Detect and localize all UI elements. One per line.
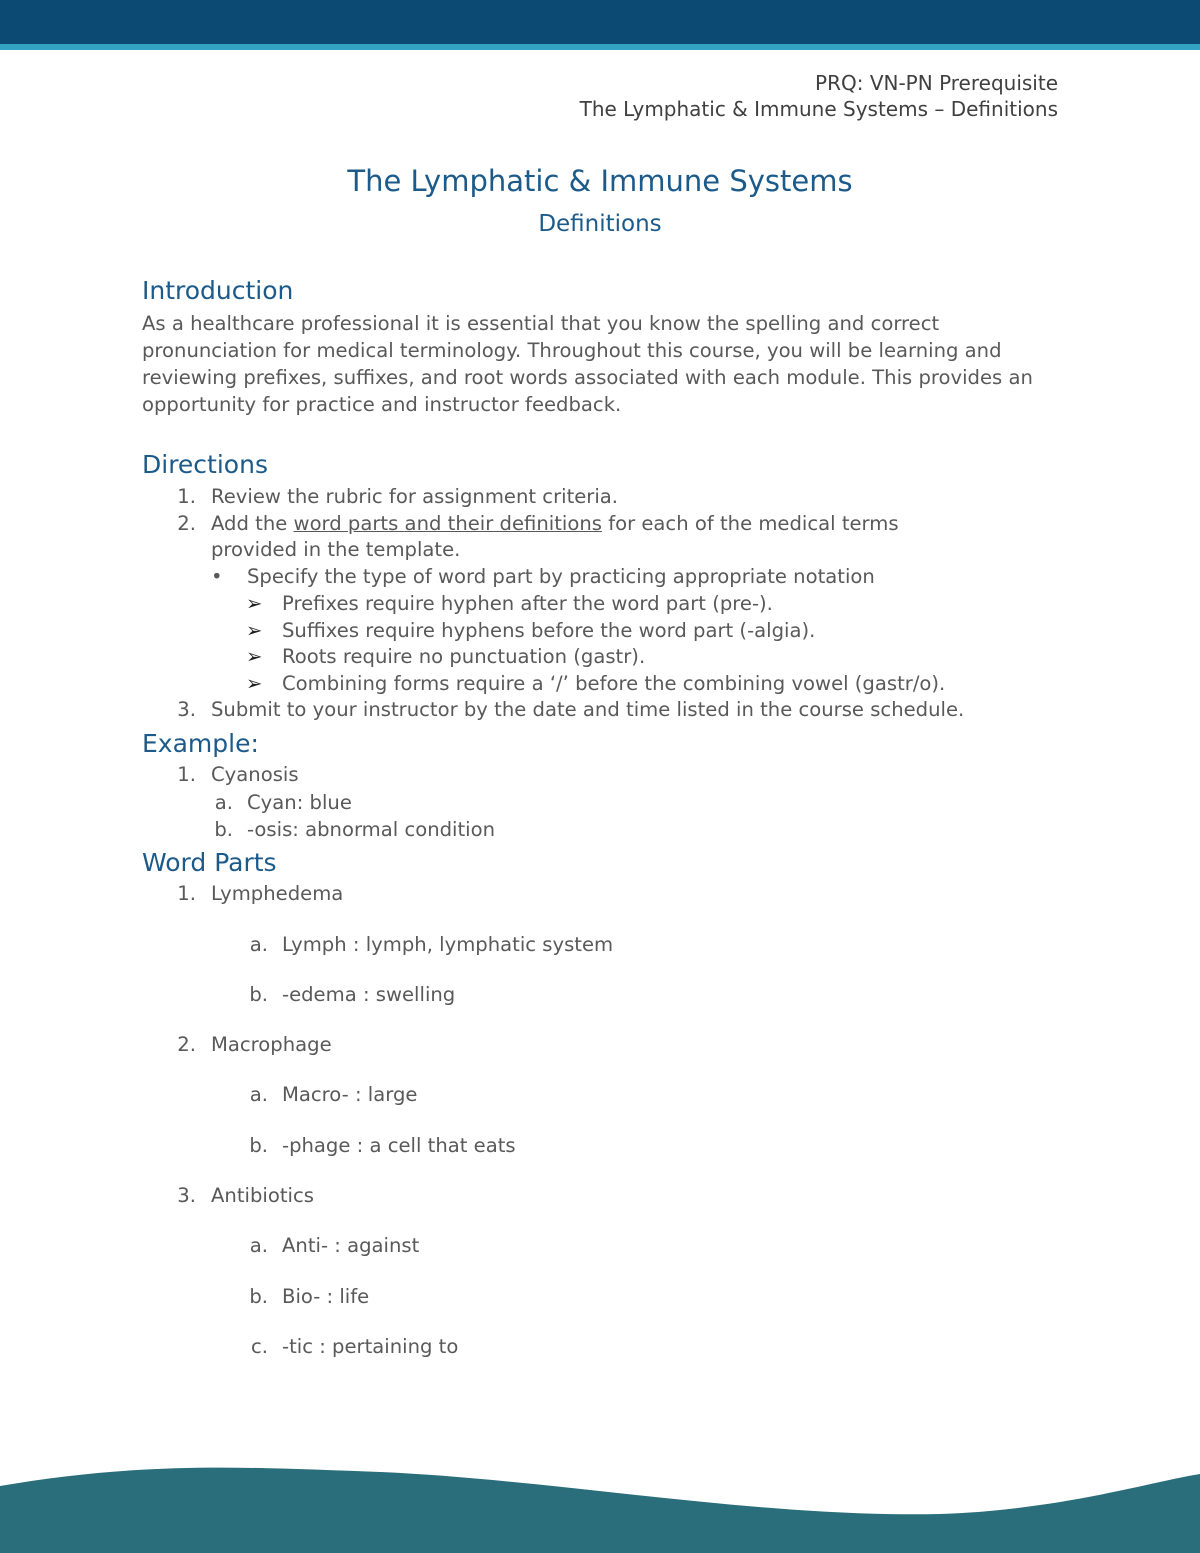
part-text: Lymph : lymph, lymphatic system [282,933,614,956]
part-text: Macro- : large [282,1083,418,1106]
arrow-bullet-icon: ➢ [246,619,263,642]
header-document: The Lymphatic & Immune Systems – Definitions [579,97,1058,121]
list-number: 1. [177,763,196,786]
list-letter: b. [249,1134,268,1157]
term-text: Antibiotics [211,1184,314,1207]
header-band [0,0,1200,44]
footer-wave [0,1440,1200,1553]
example-heading: Example: [142,729,259,758]
list-number: 2. [177,512,196,535]
term-text: Cyanosis [211,763,299,786]
arrow-bullet-icon: ➢ [246,672,263,695]
list-letter: a. [249,1234,268,1257]
part-text: Cyan: blue [247,791,352,814]
bullet-text: Specify the type of word part by practicing appropriate notation [247,565,875,588]
page-subtitle: Definitions [538,211,662,237]
word-parts-link[interactable]: word parts and their definitions [293,512,602,535]
running-header [580,70,1058,122]
header-course: PRQ: VN-PN Prerequisite [815,71,1058,95]
term-text: Macrophage [211,1033,332,1056]
introduction-heading: Introduction [142,276,294,305]
list-text-continued: provided in the template. [211,538,461,561]
list-text: for each of the medical terms [601,512,899,535]
directions-heading: Directions [142,450,268,479]
list-letter: b. [214,818,233,841]
part-text: -edema : swelling [282,983,456,1006]
list-number: 1. [177,485,196,508]
bullet-icon: • [211,565,223,588]
notation-text: Roots require no punctuation (gastr). [282,645,646,668]
list-text: Submit to your instructor by the date and time listed in the course schedule. [211,698,965,721]
list-number: 1. [177,882,196,905]
header-stripe [0,44,1200,50]
list-number: 3. [177,1184,196,1207]
notation-text: Suffixes require hyphens before the word part (-algia). [282,619,816,642]
part-text: Bio- : life [282,1285,370,1308]
list-number: 2. [177,1033,196,1056]
list-letter: c. [250,1335,268,1358]
part-text: -tic : pertaining to [282,1335,459,1358]
list-letter: a. [249,933,268,956]
list-text: Review the rubric for assignment criteria. [211,485,619,508]
part-text: -osis: abnormal condition [247,818,496,841]
page-title: The Lymphatic & Immune Systems [347,164,853,198]
list-text: Add the [211,512,294,535]
part-text: -phage : a cell that eats [282,1134,516,1157]
arrow-bullet-icon: ➢ [246,592,263,615]
list-letter: a. [249,1083,268,1106]
list-letter: b. [249,1285,268,1308]
notation-text: Prefixes require hyphen after the word part (pre-). [282,592,773,615]
part-text: Anti- : against [282,1234,420,1257]
word-parts-heading: Word Parts [142,848,277,877]
list-number: 3. [177,698,196,721]
list-letter: b. [249,983,268,1006]
introduction-text: As a healthcare professional it is essential that you know the spelling and correct pronunciation for medical terminology. Throughout this course, you will be learning and reviewing prefixes, suffixes, and root words associated with each module. This provides an opportunity for practice and instructor feedback. [142,312,1033,416]
term-text: Lymphedema [211,882,344,905]
list-letter: a. [214,791,233,814]
arrow-bullet-icon: ➢ [246,645,263,668]
notation-text: Combining forms require a ‘/’ before the combining vowel (gastr/o). [282,672,946,695]
